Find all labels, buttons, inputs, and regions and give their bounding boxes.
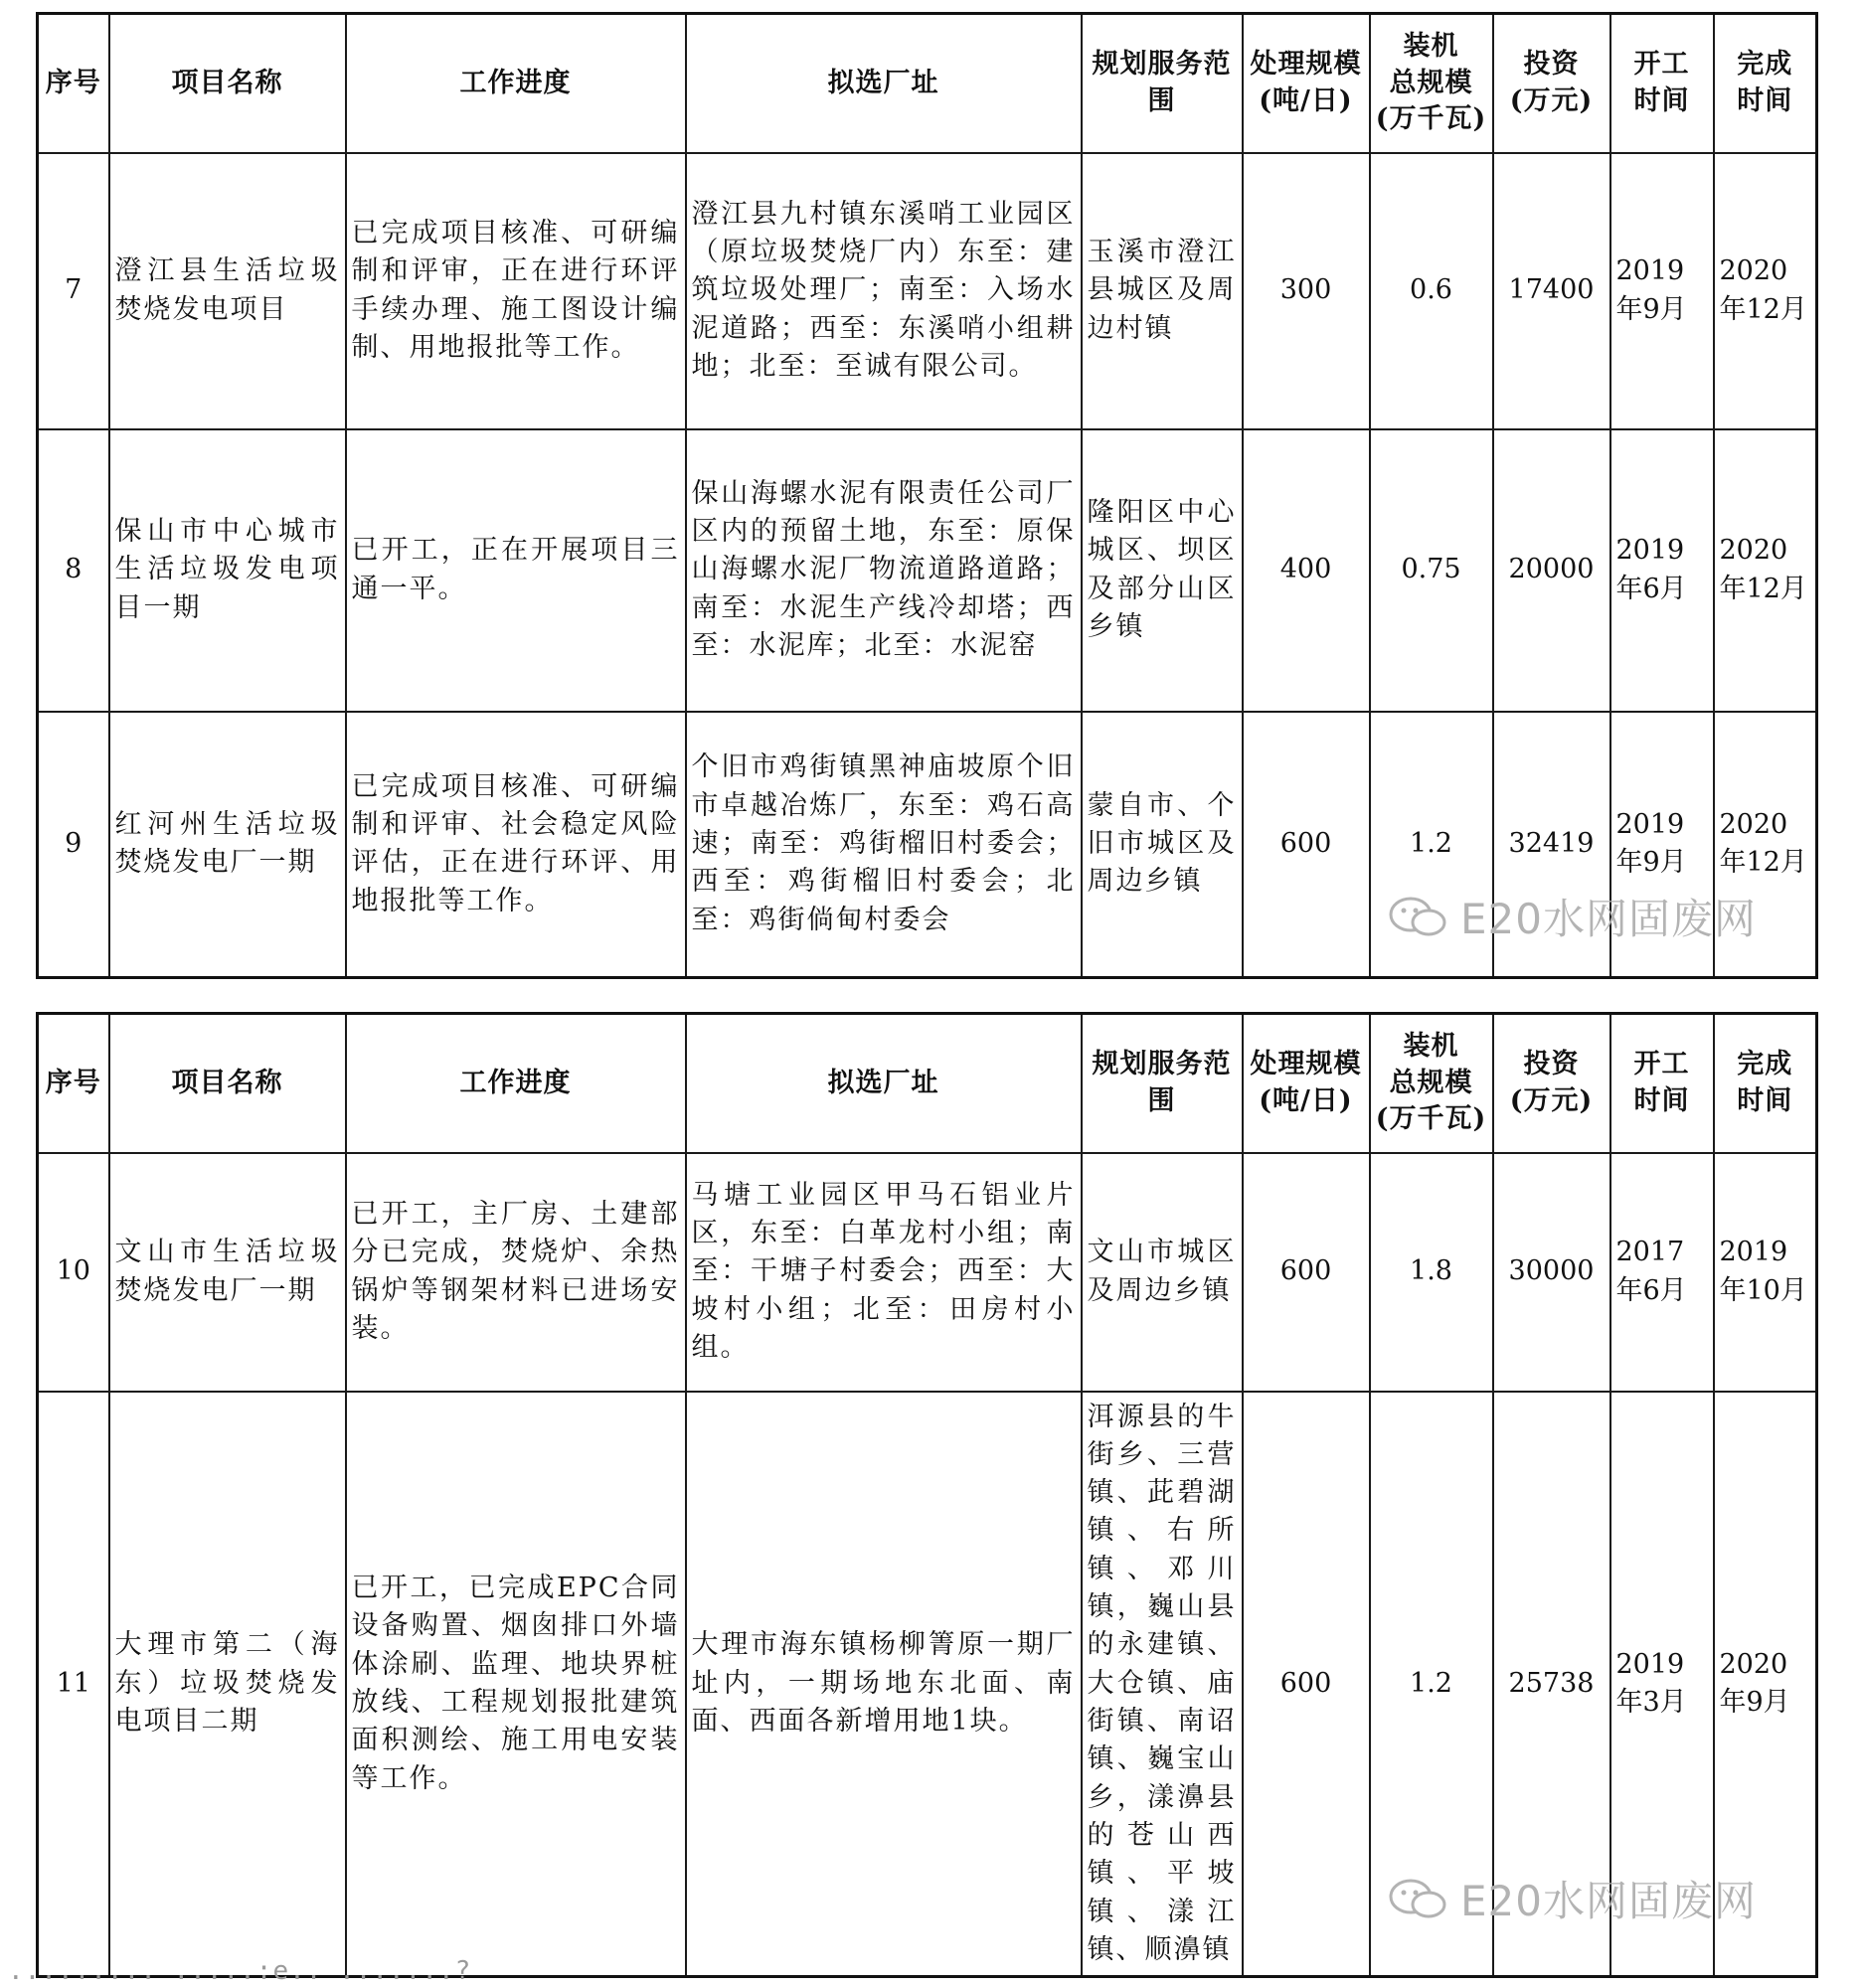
cell-capacity: 300 <box>1243 153 1370 429</box>
header-investment: 投资 (万元) <box>1493 1014 1610 1153</box>
table-row <box>38 1153 1817 1392</box>
header-end: 完成 时间 <box>1714 1014 1817 1153</box>
cell-end: 2020年12月 <box>1714 153 1817 429</box>
cell-service: 蒙自市、个旧市城区及周边乡镇 <box>1082 712 1243 978</box>
cell-capacity: 400 <box>1243 429 1370 712</box>
cell-end: 2020年12月 <box>1714 429 1817 712</box>
cell-site: 大理市海东镇杨柳箐原一期厂址内，一期场地东北面、南面、西面各新增用地1块。 <box>686 1392 1082 1977</box>
cell-name: 保山市中心城市生活垃圾发电项目一期 <box>109 429 346 712</box>
header-progress: 工作进度 <box>346 1014 686 1153</box>
header-capacity: 处理规模 (吨/日) <box>1243 14 1370 153</box>
cell-progress: 已开工，主厂房、土建部分已完成，焚烧炉、余热锅炉等钢架材料已进场安装。 <box>346 1153 686 1392</box>
cell-investment: 32419 <box>1493 712 1610 978</box>
cell-seq: 10 <box>38 1153 109 1392</box>
header-seq: 序号 <box>38 1014 109 1153</box>
cell-start: 2019年9月 <box>1610 153 1714 429</box>
cell-investment: 17400 <box>1493 153 1610 429</box>
cell-service: 文山市城区及周边乡镇 <box>1082 1153 1243 1392</box>
cell-service: 玉溪市澄江县城区及周边村镇 <box>1082 153 1243 429</box>
header-row <box>38 1014 1817 1153</box>
table-row <box>38 153 1817 429</box>
cell-seq: 11 <box>38 1392 109 1977</box>
header-name: 项目名称 <box>109 14 346 153</box>
cell-end: 2019年10月 <box>1714 1153 1817 1392</box>
header-site: 拟选厂址 <box>686 1014 1082 1153</box>
cell-capacity: 600 <box>1243 1153 1370 1392</box>
header-progress: 工作进度 <box>346 14 686 153</box>
watermark-text: E20水网固废网 <box>1460 1877 1757 1925</box>
header-end: 完成 时间 <box>1714 14 1817 153</box>
header-name: 项目名称 <box>109 1014 346 1153</box>
cell-site: 马塘工业园区甲马石铝业片区，东至：白革龙村小组；南至：干塘子村委会；西至：大坡村小组；北至：田房村小组。 <box>686 1153 1082 1392</box>
cell-start: 2019年3月 <box>1610 1392 1714 1977</box>
cell-name: 大理市第二（海东）垃圾焚烧发电项目二期 <box>109 1392 346 1977</box>
cell-power: 1.8 <box>1370 1153 1493 1392</box>
cell-site: 保山海螺水泥有限责任公司厂区内的预留土地，东至：原保山海螺水泥厂物流道路道路；南至：水泥生产线冷却塔；西至：水泥库；北至：水泥窑 <box>686 429 1082 712</box>
table-row <box>38 1392 1817 1977</box>
cell-start: 2019年9月 <box>1610 712 1714 978</box>
cell-progress: 已开工，正在开展项目三通一平。 <box>346 429 686 712</box>
cell-end: 2020年12月 <box>1714 712 1817 978</box>
watermark-text: E20水网固废网 <box>1460 895 1757 943</box>
cell-power: 0.75 <box>1370 429 1493 712</box>
cell-service: 洱源县的牛街乡、三营镇、茈碧湖镇、右所镇、邓川镇，巍山县的永建镇、大仓镇、庙街镇、南诏镇、巍宝山乡，漾濞县的苍山西镇、平坡镇、漾江镇、顺濞镇 <box>1082 1392 1243 1977</box>
header-investment: 投资 (万元) <box>1493 14 1610 153</box>
cell-end: 2020年9月 <box>1714 1392 1817 1977</box>
header-row <box>38 14 1817 153</box>
cell-investment: 20000 <box>1493 429 1610 712</box>
header-power: 装机 总规模 (万千瓦) <box>1370 1014 1493 1153</box>
table-row <box>38 429 1817 712</box>
header-start: 开工 时间 <box>1610 14 1714 153</box>
cell-capacity: 600 <box>1243 712 1370 978</box>
project-table-2 <box>36 1012 1818 1978</box>
cell-progress: 已完成项目核准、可研编制和评审，正在进行环评手续办理、施工图设计编制、用地报批等工作。 <box>346 153 686 429</box>
cell-power: 0.6 <box>1370 153 1493 429</box>
cell-name: 红河州生活垃圾焚烧发电厂一期 <box>109 712 346 978</box>
cell-investment: 30000 <box>1493 1153 1610 1392</box>
cell-site: 澄江县九村镇东溪哨工业园区（原垃圾焚烧厂内）东至：建筑垃圾处理厂；南至：入场水泥道路；西至：东溪哨小组耕地；北至：至诚有限公司。 <box>686 153 1082 429</box>
cell-start: 2017年6月 <box>1610 1153 1714 1392</box>
header-power: 装机 总规模 (万千瓦) <box>1370 14 1493 153</box>
header-site: 拟选厂址 <box>686 14 1082 153</box>
cell-start: 2019年6月 <box>1610 429 1714 712</box>
cell-service: 隆阳区中心城区、坝区及部分山区乡镇 <box>1082 429 1243 712</box>
cell-seq: 7 <box>38 153 109 429</box>
project-table-1 <box>36 12 1818 979</box>
cell-progress: 已开工，已完成EPC合同设备购置、烟囱排口外墙体涂刷、监理、地块界桩放线、工程规划报批建筑面积测绘、施工用电安装等工作。 <box>346 1392 686 1977</box>
cell-capacity: 600 <box>1243 1392 1370 1977</box>
header-service: 规划服务范围 <box>1082 14 1243 153</box>
cell-seq: 9 <box>38 712 109 978</box>
cell-power: 1.2 <box>1370 712 1493 978</box>
cell-name: 澄江县生活垃圾焚烧发电项目 <box>109 153 346 429</box>
cell-seq: 8 <box>38 429 109 712</box>
cell-progress: 已完成项目核准、可研编制和评审、社会稳定风险评估，正在进行环评、用地报批等工作。 <box>346 712 686 978</box>
cell-site: 个旧市鸡街镇黑神庙坡原个旧市卓越冶炼厂，东至：鸡石高速；南至：鸡街榴旧村委会；西至：鸡街榴旧村委会；北至：鸡街倘甸村委会 <box>686 712 1082 978</box>
cell-power: 1.2 <box>1370 1392 1493 1977</box>
header-seq: 序号 <box>38 14 109 153</box>
cell-name: 文山市生活垃圾焚烧发电厂一期 <box>109 1153 346 1392</box>
header-capacity: 处理规模 (吨/日) <box>1243 1014 1370 1153</box>
cell-investment: 25738 <box>1493 1392 1610 1977</box>
header-start: 开工 时间 <box>1610 1014 1714 1153</box>
table-row <box>38 712 1817 978</box>
footer-residue: ......... .....:e.. .......? <box>8 1956 472 1986</box>
header-service: 规划服务范围 <box>1082 1014 1243 1153</box>
